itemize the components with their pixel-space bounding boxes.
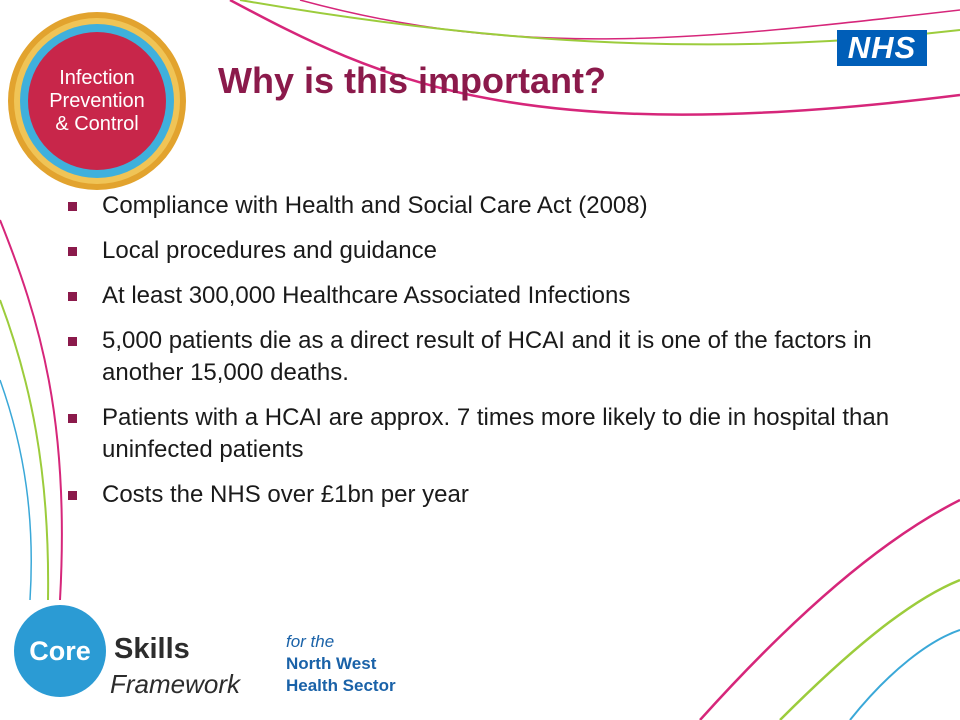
square-bullet-icon	[68, 491, 77, 500]
bullet-item	[68, 190, 918, 222]
bullet-text: At least 300,000 Healthcare Associated Infections	[102, 282, 631, 309]
bullet-item	[68, 402, 918, 466]
sector-line-3: Health Sector	[286, 676, 396, 695]
square-bullet-icon	[68, 414, 77, 423]
badge-line-2: Prevention	[49, 89, 145, 112]
square-bullet-icon	[68, 247, 77, 256]
square-bullet-icon	[68, 337, 77, 346]
bullet-item	[68, 280, 918, 312]
sector-text	[286, 631, 396, 697]
framework-text: Framework	[110, 669, 241, 699]
blue-swoosh-bottom-right	[850, 630, 960, 720]
skills-text: Skills	[114, 633, 190, 665]
badge-center	[28, 32, 166, 170]
nhs-logo: NHS	[837, 30, 927, 66]
badge-line-1: Infection	[59, 66, 135, 89]
bullet-text: Patients with a HCAI are approx. 7 times more likely to die in hospital than uninfected patients	[102, 404, 890, 463]
bullet-text: Local procedures and guidance	[102, 237, 437, 264]
green-swoosh-bottom-right	[780, 580, 960, 720]
core-skills-framework-logo	[14, 605, 434, 715]
sector-line-2: North West	[286, 654, 377, 673]
badge-line-3: & Control	[55, 112, 139, 135]
bullet-text: Compliance with Health and Social Care Act (2008)	[102, 192, 648, 219]
bullet-list	[68, 190, 918, 524]
bullet-item	[68, 479, 918, 511]
sector-line-1: for the	[286, 632, 335, 651]
bullet-item	[68, 235, 918, 267]
infection-prevention-control-badge	[8, 12, 186, 190]
pink-swoosh-bottom-right	[700, 500, 960, 720]
square-bullet-icon	[68, 292, 77, 301]
slide-title: Why is this important?	[218, 60, 607, 101]
bullet-item	[68, 325, 918, 389]
square-bullet-icon	[68, 202, 77, 211]
bullet-text: Costs the NHS over £1bn per year	[102, 481, 469, 508]
bullet-text: 5,000 patients die as a direct result of HCAI and it is one of the factors in another 15,000 deaths.	[102, 327, 872, 386]
blue-swoosh-left	[0, 380, 31, 600]
core-circle: Core	[14, 605, 106, 697]
